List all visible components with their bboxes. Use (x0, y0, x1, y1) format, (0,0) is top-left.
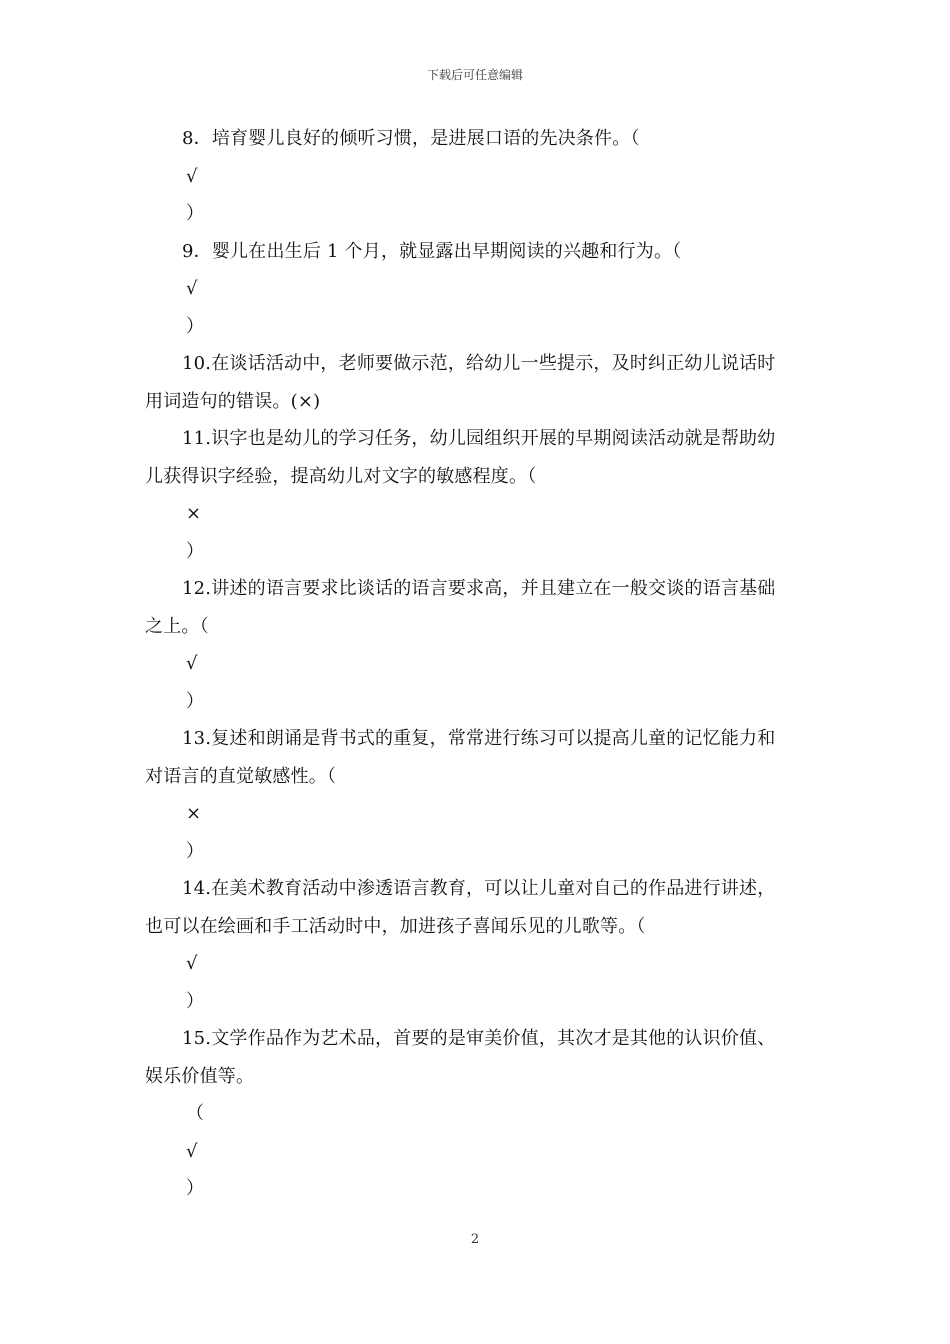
text-line: ） (186, 315, 205, 337)
document-body (145, 120, 807, 1208)
text-line: √ (186, 953, 198, 974)
text-line: 儿获得识字经验，提高幼儿对文字的敏感程度。（ (145, 465, 537, 487)
text-line: ） (186, 203, 205, 224)
text-line: 对语言的直觉敏感性。（ (145, 765, 337, 787)
text-line: 13.复述和朗诵是背书式的重复，常常进行练习可以提高儿童的记忆能力和 (182, 728, 776, 749)
text-line: 用词造句的错误。(×) (145, 390, 321, 412)
text-line: 10.在谈话活动中，老师要做示范，给幼儿一些提示，及时纠正幼儿说话时 (182, 353, 776, 374)
text-line: 之上。（ (145, 615, 209, 637)
page-number: 2 (470, 1232, 480, 1247)
text-line: ） (186, 540, 205, 562)
text-line: ） (186, 1178, 205, 1199)
text-line: 14.在美术教育活动中渗透语言教育，可以让儿童对自己的作品进行讲述， (182, 878, 776, 899)
text-line: ） (186, 690, 205, 712)
text-line: 12.讲述的语言要求比谈话的语言要求高，并且建立在一般交谈的语言基础 (182, 578, 776, 599)
text-line: √ (186, 278, 198, 299)
text-line: （ (186, 1103, 205, 1124)
text-line: 娱乐价值等。 (145, 1065, 255, 1087)
text-line: 8．培育婴儿良好的倾听习惯，是进展口语的先决条件。（ (182, 128, 640, 149)
text-line: 也可以在绘画和手工活动时中，加进孩子喜闻乐见的儿歌等。（ (145, 915, 646, 937)
text-line: ） (186, 840, 205, 862)
text-line: √ (186, 165, 198, 187)
text-line: × (186, 803, 202, 824)
text-line: 9．婴儿在出生后 1 个月，就显露出早期阅读的兴趣和行为。（ (182, 240, 682, 262)
text-line: ） (186, 990, 205, 1012)
text-line: × (186, 503, 202, 524)
page-header: 下载后可任意编辑 (426, 68, 523, 82)
text-line: 11.识字也是幼儿的学习任务，幼儿园组织开展的早期阅读活动就是帮助幼 (182, 428, 776, 449)
text-line: 15.文学作品作为艺术品，首要的是审美价值，其次才是其他的认识价值、 (182, 1028, 776, 1049)
text-line: √ (186, 1140, 198, 1162)
text-line: √ (186, 653, 198, 674)
